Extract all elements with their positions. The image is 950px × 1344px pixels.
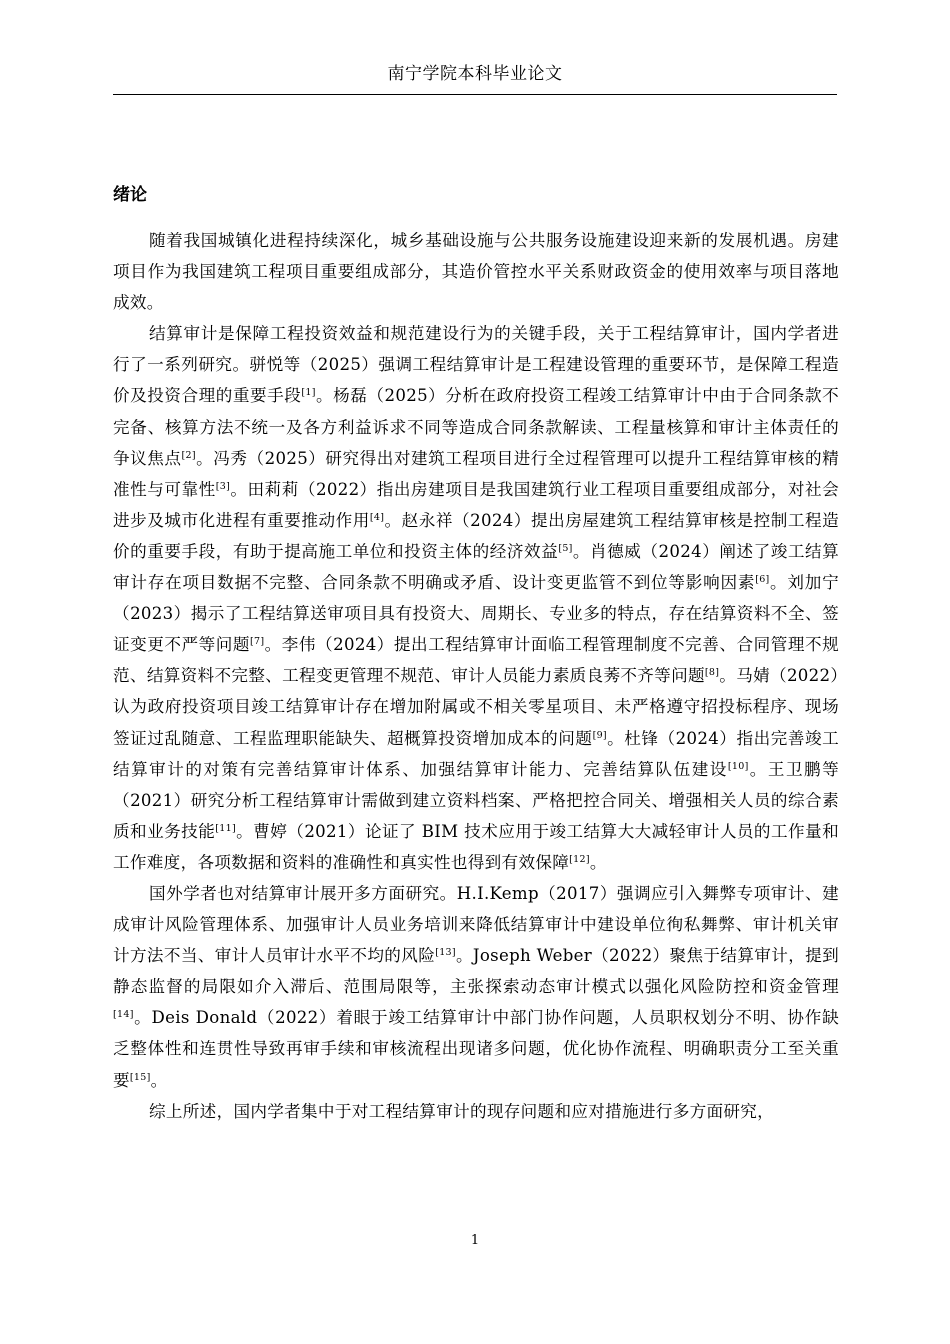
paragraph [113,318,839,878]
citation-ref: [15] [129,1071,151,1083]
section-title: 绪论 [113,185,147,205]
paragraph [113,1096,839,1127]
paragraph-text: 。 [150,1070,168,1090]
paragraph-text: 。冯秀（2025）研究得出对建筑工程项目进行全过程管理可以提升工程结算审核的精准性与可靠性 [113,448,839,499]
citation-ref: [13] [435,947,456,959]
paragraph-text: 综上所述，国内学者集中于对工程结算审计的现存问题和应对措施进行多方面研究， [149,1101,775,1121]
page-number: 1 [470,1233,480,1248]
citation-ref: [8] [704,667,720,679]
paragraph-text: 。马婧（2022）认为政府投资项目竣工结算审计存在增加附属或不相关零星项目、未严格遵守招投标程序、现场签证过乱随意、工程监理职能缺失、超概算投资增加成本的问题 [113,666,839,748]
citation-ref: [9] [592,729,607,741]
citation-ref: [1] [301,387,316,399]
paragraph-text: 。杜锋（2024）指出完善竣工结算审计的对策有完善结算审计体系、加强结算审计能力、完善结算队伍建设 [113,728,840,779]
header-divider [113,94,837,95]
citation-ref: [11] [215,822,236,834]
citation-ref: [4] [369,511,385,523]
citation-ref: [10] [727,760,749,772]
paragraph-text: 。杨磊（2025）分析在政府投资工程竣工结算审计中由于合同条款不完备、核算方法不统一及各方利益诉求不同等造成合同条款解读、工程量核算和审计主体责任的争议焦点 [113,386,839,468]
paragraph [113,878,839,1096]
citation-ref: [3] [215,480,231,492]
paragraph-text: 。刘加宁（2023）揭示了工程结算送审项目具有投资大、周期长、专业多的特点，存在结算资料不全、签证变更不严等问题 [113,573,839,655]
paragraph-text: 。李伟（2024）提出工程结算审计面临工程管理制度不完善、合同管理不规范、结算资料不完整、工程变更管理不规范、审计人员能力素质良莠不齐等问题 [113,635,839,686]
paragraph-text: 。Joseph Weber（2022）聚焦于结算审计，提到静态监督的局限如介入滞后、范围局限等，主张探索动态审计模式以强化风险防控和资金管理 [113,946,840,997]
citation-ref: [2] [181,449,196,461]
citation-ref: [12] [569,853,590,865]
body-text [113,225,839,1127]
citation-ref: [6] [755,574,770,586]
paragraph-text: 。Deis Donald（2022）着眼于竣工结算审计中部门协作问题，人员职权划分不明、协作缺乏整体性和连贯性导致再审手续和审核流程出现诸多问题，优化协作流程、明确职责分工至关重要 [113,1008,839,1090]
paragraph-text: 随着我国城镇化进程持续深化，城乡基础设施与公共服务设施建设迎来新的发展机遇。房建项目作为我国建筑工程项目重要组成部分，其造价管控水平关系财政资金的使用效率与项目落地成效。 [113,231,839,313]
page-header: 南宁学院本科毕业论文 [387,64,563,84]
paragraph-text: 。王卫鹏等（2021）研究分析工程结算审计需做到建立资料档案、严格把控合同关、增强相关人员的综合素质和业务技能 [113,759,840,841]
paragraph-text: 结算审计是保障工程投资效益和规范建设行为的关键手段，关于工程结算审计，国内学者进行了一系列研究。骈悦等（2025）强调工程结算审计是工程建设管理的重要环节，是保障工程造价及投资合理的重要手段 [113,324,839,406]
citation-ref: [5] [558,542,573,554]
citation-ref: [7] [250,636,265,648]
paragraph-text: 。赵永祥（2024）提出房屋建筑工程结算审核是控制工程造价的重要手段，有助于提高施工单位和投资主体的经济效益 [113,510,839,561]
paragraph-text: 国外学者也对结算审计展开多方面研究。H.I.Kemp（2017）强调应引入舞弊专项审计、建成审计风险管理体系、加强审计人员业务培训来降低结算审计中建设单位徇私舞弊、审计机关审计方法不当、审计人员审计水平不均的风险 [113,883,839,966]
paragraph-text: 。 [589,852,607,872]
citation-ref: [14] [113,1009,134,1021]
paragraph-text: 。曹婷（2021）论证了 BIM 技术应用于竣工结算大大减轻审计人员的工作量和工作难度，各项数据和资料的准确性和真实性也得到有效保障 [113,821,839,872]
paragraph [113,225,839,318]
paragraph-text: 。肖德威（2024）阐述了竣工结算审计存在项目数据不完整、合同条款不明确或矛盾、设计变更监管不到位等影响因素 [113,541,839,593]
paragraph-text: 。田莉莉（2022）指出房建项目是我国建筑行业工程项目重要组成部分，对社会进步及城市化进程有重要推动作用 [113,479,839,530]
